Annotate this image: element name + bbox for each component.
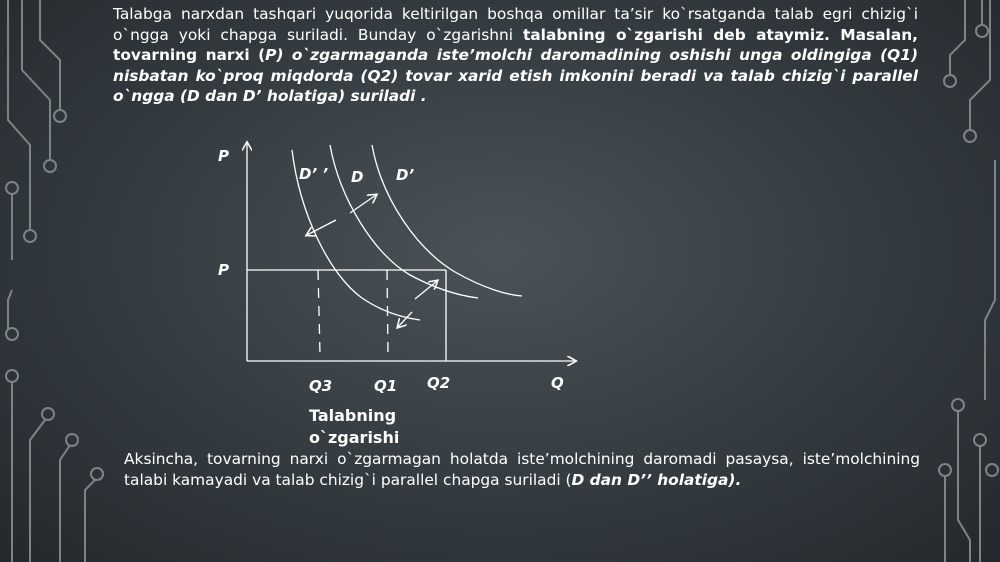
demand-curve-d-prime — [372, 145, 522, 296]
caption-line-2: o`zgarishi — [309, 428, 400, 447]
bottom-paragraph-shift: D dan D’’ holatiga). — [571, 470, 742, 489]
x-label-q1: Q1 — [374, 377, 398, 395]
caption-line-1: Talabning — [309, 406, 397, 425]
curve-label-d: D — [351, 168, 364, 186]
shift-arrow-lower-left — [398, 312, 412, 327]
q1-dashed-line — [387, 270, 388, 355]
shift-arrow-upper-left — [307, 220, 336, 235]
shift-arrow-upper-right — [350, 195, 376, 213]
x-label-q2: Q2 — [427, 374, 451, 392]
x-axis-label: Q — [551, 374, 564, 392]
bottom-paragraph — [124, 449, 920, 490]
price-label: P — [218, 261, 229, 279]
diagram-caption — [309, 405, 399, 449]
x-label-q3: Q3 — [309, 377, 333, 395]
curve-label-d-double-prime: D’ ’ — [299, 165, 329, 183]
q3-dashed-line — [318, 270, 320, 355]
shift-arrow-lower-right — [415, 281, 437, 299]
top-paragraph-example: P) o`zgarmaganda iste’molchi daromadining oshishi unga oldingiga (Q1) nisbatan ko`proq miqdorda (Q2) tovar xarid etish imkonini beradi va talab chizig`i parallel o`ngga (D dan D’ holatiga) suriladi . — [113, 46, 918, 105]
y-axis-label: P — [218, 147, 229, 165]
bottom-paragraph-text: Aksincha, tovarning narxi o`zgarmagan holatda iste’molchining daromadi pasaysa, iste’molchining talabi kamayadi va talab chizig`i parallel chapga suriladi ( — [124, 450, 920, 489]
top-paragraph-definition: talabning o`zgarishi deb ataymiz. Masalan, tovarning narxi ( — [113, 25, 919, 64]
top-paragraph-intro: Talabga narxdan tashqari yuqorida keltirilgan boshqa omillar ta’sir ko`rsatganda talab egri chizig`i o`ngga yoki chapga suriladi. Bunday o`zgarishni — [113, 5, 918, 44]
curve-label-d-prime: D’ — [396, 166, 415, 184]
